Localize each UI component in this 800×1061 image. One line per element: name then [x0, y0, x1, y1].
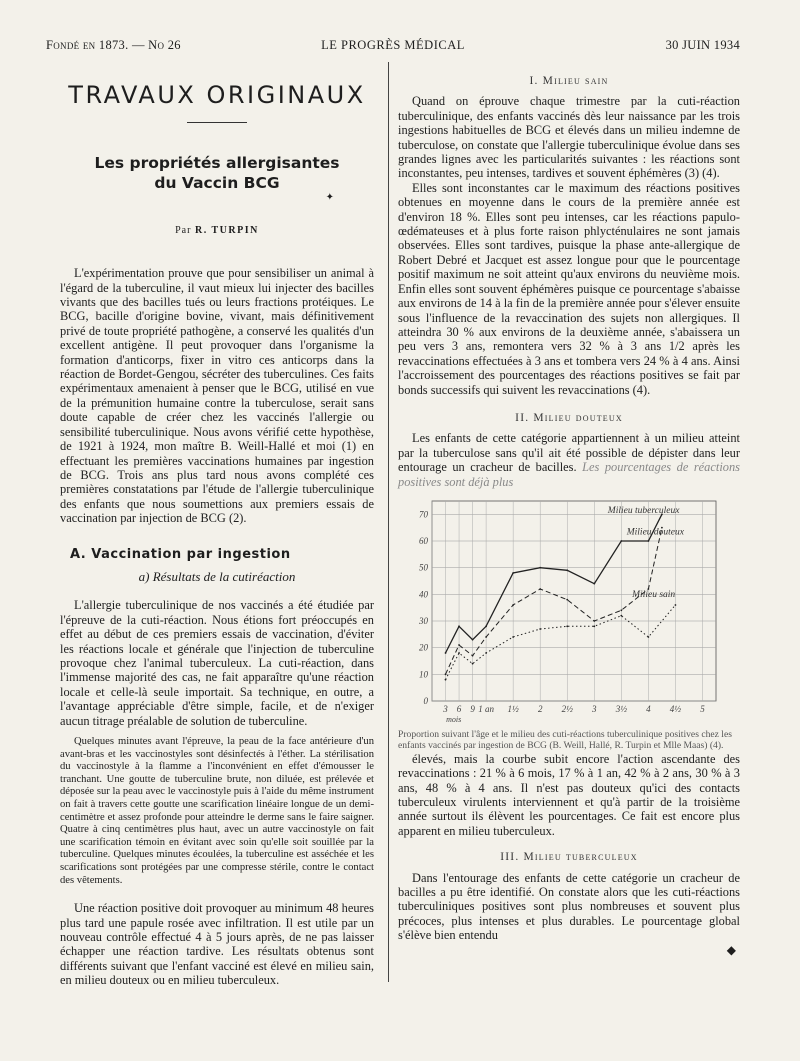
x-tick-label: 9	[470, 703, 475, 714]
y-tick-label: 40	[419, 589, 428, 600]
data-point	[458, 644, 460, 646]
data-point	[458, 625, 460, 627]
data-point	[485, 625, 487, 627]
data-point	[485, 636, 487, 638]
data-point	[566, 569, 568, 571]
series-line-3	[446, 605, 676, 680]
section-2-paragraph-2: élevés, mais la courbe subit encore l'action ascendante des revaccinations : 21 % à 6 mois, 17 % à 1 an, 42 % à 2 ans, 30 % à 3 ans, 48 % à 4 ans. Il n'est pas douteux qu'ici des contacts tuberculeux virulents interviennent et qu'à partir de la troisième année surtout ils élèvent les pourcentages. Ce fait est encore plus apparent en milieu tuberculeux.	[398, 751, 740, 838]
data-point	[593, 583, 595, 585]
byline-author: R. TURPIN	[194, 224, 259, 236]
x-tick-label: 3½	[615, 703, 627, 714]
article-title	[60, 153, 374, 193]
data-point	[485, 652, 487, 654]
x-tick-label: 1 an	[478, 703, 494, 714]
section-a-heading: A. Vaccination par ingestion	[70, 546, 291, 562]
data-point	[445, 652, 447, 654]
x-tick-label: 3	[443, 703, 448, 714]
section-3-heading: III. Milieu tuberculeux	[500, 851, 638, 864]
y-tick-label: 0	[423, 695, 428, 706]
header-journal-title: LE PROGRÈS MÉDICAL	[321, 38, 465, 52]
data-point	[539, 628, 541, 630]
y-tick-label: 50	[419, 562, 428, 573]
section-title: TRAVAUX ORIGINAUX	[68, 81, 366, 109]
article-title-line-1: Les propriétés allergisantes	[94, 154, 340, 173]
x-tick-label: 2½	[561, 703, 573, 714]
title-rule	[187, 122, 247, 123]
end-diamond-icon: ◆	[726, 942, 736, 957]
technique-paragraph: Quelques minutes avant l'épreuve, la peau de la face antérieure d'un avant-bras et les vaccinostyles sont désinfectés à l'éther. La stérilisation du vaccinostyle à la flamme a l'inconvénient en effet d'émousser le tranchant. Une goutte de tuberculine brute, non diluée, est prélevée et déposée sur la peau avec le vaccinostyle puis à l'aide du même instrument on fait à travers cette goutte une scarification linéaire longue de un demi-centimètre et assez profonde pour atteindre le derme sans le faire saigner. Quatre à cinq centimètres plus haut, avec un autre vaccinostyle on fait une scarification témoin en évitant avec soin qu'elle soit souillée par la tuberculine. Quelques minutes écoulées, la tuberculine est asséchée et les scarifications sont protégées par une compresse stérile, contre le contact des vêtements.	[60, 736, 374, 886]
section-1-paragraph-1: Quand on éprouve chaque trimestre par la cuti-réaction tuberculinique, des enfants vaccinés dès leur naissance par les trois ingestions habituelles de BCG et élevés dans un milieu indemne de tuberculose, on constate que l'allergie tuberculinique évolue dans ses grandes lignes avec les particularités suivantes : les réactions sont inconstantes, peu intenses, tardives et souvent éphémères (3) (4).	[398, 94, 740, 181]
x-tick-label: 4	[646, 703, 651, 714]
section-2-text: Les enfants de cette catégorie appartiennent à un milieu atteint par la tuberculose sans qu'il ait été possible de dépister dans leur entourage un cracheur de bacilles.	[398, 431, 740, 475]
data-point	[647, 540, 649, 542]
data-point	[620, 609, 622, 611]
x-tick-label: 2	[537, 703, 543, 714]
page-header	[46, 38, 740, 54]
right-column	[398, 66, 740, 957]
paragraph-a2: Une réaction positive doit provoquer au minimum 48 heures plus tard une papule rosée avec infiltration. Il est utile par un nouveau contrôle effectué 4 à 5 jours après, de ne pas laisser échapper une réaction tardive. Les résultats obtenus sont différents suivant que l'enfant vacciné est élevé en milieu sain, en milieu douteux ou en milieu tuberculeux.	[60, 901, 374, 988]
data-point	[512, 636, 514, 638]
x-tick-label: 6	[456, 703, 462, 714]
section-3-paragraph-1: Dans l'entourage des enfants de cette catégorie un cracheur de bacilles a pu être identifié. On constate alors que les cuti-réactions tuberculiniques positives sont plus nombreuses et souvent plus précoces, plus intenses et plus durables. Le pourcentage global s'élève bien entendu	[398, 870, 740, 943]
x-axis-unit-label: mois	[446, 714, 462, 724]
header-date: 30 JUIN 1934	[665, 38, 740, 52]
data-point	[647, 636, 649, 638]
x-tick-label: 3	[592, 703, 597, 714]
data-point	[620, 615, 622, 617]
data-point	[512, 572, 514, 574]
chart-svg	[398, 493, 740, 729]
x-tick-label: 5	[700, 703, 705, 714]
legend-label-2: Milieu douteux	[626, 527, 684, 538]
data-point	[620, 540, 622, 542]
byline-prefix: Par	[175, 224, 192, 236]
column-divider	[388, 62, 389, 982]
data-point	[445, 679, 447, 681]
data-point	[445, 673, 447, 675]
section-2-heading: II. Milieu douteux	[515, 411, 623, 424]
y-tick-label: 20	[419, 642, 428, 653]
byline	[60, 224, 374, 238]
data-point	[675, 604, 677, 606]
series-line-2	[446, 528, 662, 675]
section-1-heading: I. Milieu sain	[529, 75, 609, 87]
data-point	[472, 655, 474, 657]
article-title-line-2: du Vaccin BCG	[154, 174, 280, 193]
section-2-faint-text: Les pourcentages de réactions positives sont déjà plus	[398, 460, 740, 489]
left-column	[60, 66, 374, 988]
y-tick-label: 70	[419, 509, 428, 520]
data-point	[593, 620, 595, 622]
data-point	[566, 625, 568, 627]
data-point	[539, 588, 541, 590]
data-point	[593, 625, 595, 627]
legend-label-1: Milieu tuberculeux	[607, 505, 680, 516]
data-point	[566, 599, 568, 601]
section-1-paragraph-2: Elles sont inconstantes car le maximum des réactions positives obtenues en moyenne dans le cours de la première année est d'environ 18 %. Elles sont peu intenses, car les réactions papulo-œdémateuses et à plus forte raison phlycténulaires ne sont jamais observées. Elles sont tardives, puisque la phase ante-allergique de Robert Debré et Jacquet est assez longue pour que le pourcentage positif maximum ne soit atteint qu'aux environs du neuvième mois. Enfin elles sont souvent éphémères puisque ce pourcentage s'abaisse aux environs de 14 à la fin de la première année pour s'élever ensuite sous l'influence de la revaccination des sujets non allergiques. Il atteindra 30 % aux environs de la deuxième année, s'abaissera un peu vers 3 ans, remontera vers 32 % à 3 ans 1/2 après les revaccinations effectuées à 3 ans et tombera vers 24 % à 4 ans. Ainsi l'accroissement des pourcentages des réactions positives se fait par bonds successifs qui suivent les revaccinations (4).	[398, 180, 740, 397]
chart-caption: Proportion suivant l'âge et le milieu des cuti-réactions tuberculinique positives chez les enfants vaccinés par ingestion de BCG (B. Weill, Hallé, R. Turpin et Mlle Maas) (4).	[398, 728, 732, 752]
data-point	[472, 639, 474, 641]
header-founded: Fondé en 1873. — No 26	[46, 38, 181, 52]
section-2-paragraph-1	[398, 431, 740, 489]
y-tick-label: 10	[419, 669, 428, 680]
legend-label-3: Milieu sain	[632, 589, 676, 600]
x-tick-label: 1½	[507, 703, 519, 714]
ornament-icon: ✦	[325, 192, 334, 204]
data-point	[539, 567, 541, 569]
data-point	[512, 604, 514, 606]
paragraph-a1: L'allergie tuberculinique de nos vaccinés a été étudiée par l'épreuve de la cuti-réaction. Nous étions fort préoccupés en effet au début de ces premiers essais de vaccination, d'éviter les réactions locale et générale que l'injection de tuberculine provoque chez l'animal tuberculeux. La cuti-réaction, dans l'immense majorité des cas, ne fait apparaître qu'une réaction locale et celle-là seule importait. Sa technique, en outre, a l'avantage appréciable d'être simple, facile, et de n'exiger aucun titrage préalable de solution de tuberculine.	[60, 598, 374, 728]
intro-paragraph: L'expérimentation prouve que pour sensibiliser un animal à l'égard de la tuberculine, il vaut mieux lui injecter des bacilles vivants que des bacilles tués ou leurs fractions protéiques. Le BCG, bacille d'origine bovine, vivant, mais définitivement privé de toute propriété pathogène, a conservé les qualités d'un excellent antigène. Il peut provoquer dans l'organisme la formation d'anticorps, fixer in vitro ces anticorps dans la réaction de Bordet-Gengou, sécréter des tuberculines. Ces faits expérimentaux amenaient à penser que le BCG, utilisé en vue de la prémunition humaine contre la tuberculose, serait sans doute capable de créer chez les vaccinés l'allergie ou sensibilité tuberculinique. Nous avons vérifié cette hypothèse, de 1921 à 1924, mon maître B. Weill-Hallé et moi (1) en effectuant les premières vaccinations humaines par ingestion de BCG. Trois ans plus tard nous avons complété ces premières constatations par l'étude de l'allergie tuberculinique des enfants que nous soumettions aux premiers essais de vaccination par injection de BCG (2).	[60, 266, 374, 526]
subsection-a-heading: a) Résultats de la cutiréaction	[138, 568, 296, 584]
data-point	[458, 652, 460, 654]
x-tick-label: 4½	[669, 703, 682, 714]
y-tick-label: 30	[419, 615, 428, 626]
data-point	[472, 663, 474, 665]
chart	[398, 493, 740, 729]
y-tick-label: 60	[419, 535, 428, 546]
